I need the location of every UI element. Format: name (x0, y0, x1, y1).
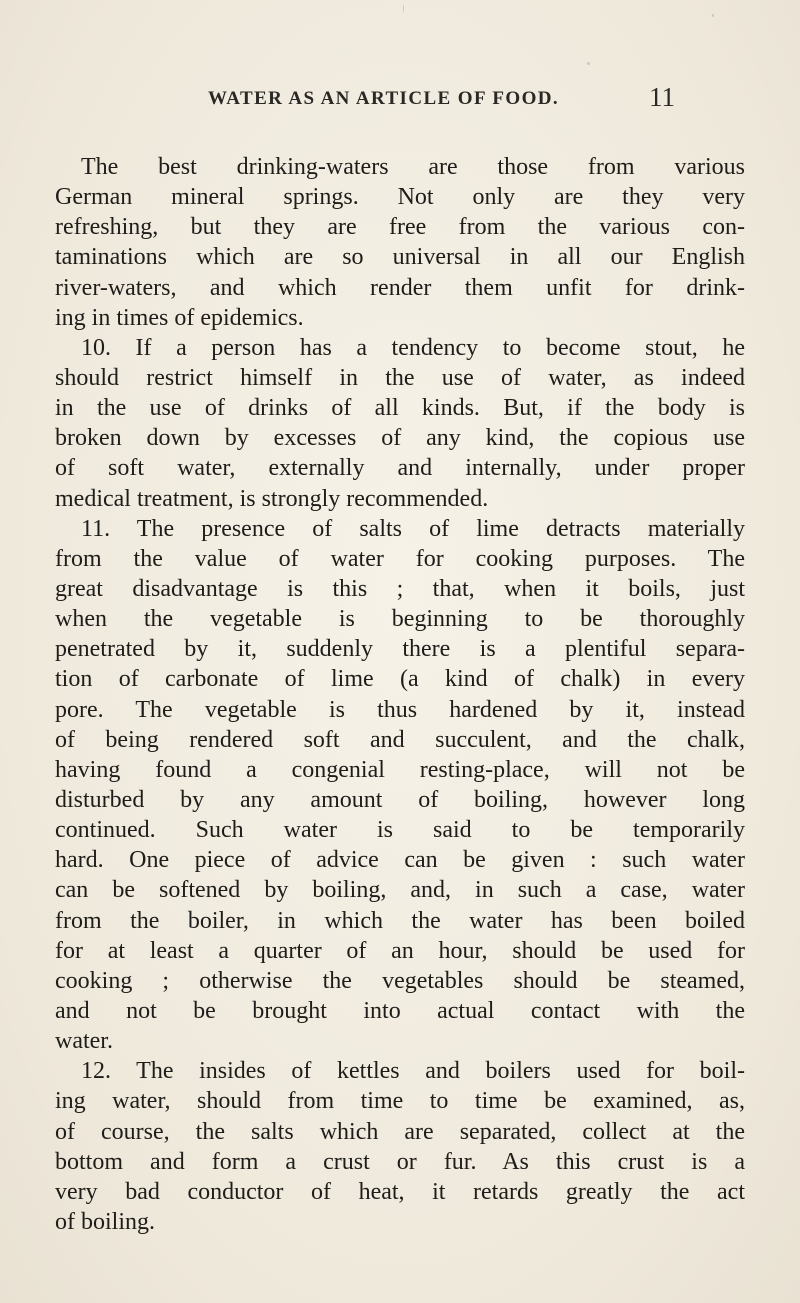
text-line: 12. The insides of kettles and boilers used for boil- (81, 1058, 745, 1085)
text-line: The best drinking-waters are those from various (81, 154, 745, 180)
text-line: of soft water, externally and internally, under proper (55, 455, 745, 482)
text-line: river-waters, and which render them unfit for drink- (55, 274, 745, 301)
text-line: cooking ; otherwise the vegetables should be steamed, (55, 967, 745, 994)
text-line: refreshing, but they are free from the various con- (55, 214, 745, 241)
text-line: hard. One piece of advice can be given : such water (55, 847, 745, 874)
text-line: of boiling. (55, 1208, 155, 1235)
text-line: tion of carbonate of lime (a kind of chalk) in every (55, 666, 745, 693)
paper-speck (587, 62, 590, 65)
text-line: great disadvantage is this ; that, when it boils, just (55, 575, 745, 602)
text-line: very bad conductor of heat, it retards greatly the act (55, 1178, 745, 1205)
text-line: penetrated by it, suddenly there is a plentiful separa- (55, 636, 745, 663)
text-line: ing in times of epidemics. (55, 304, 304, 331)
text-line: water. (55, 1028, 113, 1055)
text-line: from the value of water for cooking purposes. The (55, 545, 745, 572)
body-text (55, 152, 745, 1237)
text-line: broken down by excesses of any kind, the copious use (55, 425, 745, 452)
text-line: having found a congenial resting-place, will not be (55, 756, 745, 783)
text-line: German mineral springs. Not only are they very (55, 184, 745, 211)
text-line: when the vegetable is beginning to be thoroughly (55, 606, 745, 633)
paper-speck (712, 14, 714, 17)
text-line: pore. The vegetable is thus hardened by it, instead (55, 696, 745, 723)
text-line: and not be brought into actual contact with the (55, 997, 745, 1024)
text-line: of course, the salts which are separated, collect at the (55, 1118, 745, 1145)
text-line: disturbed by any amount of boiling, however long (55, 786, 745, 813)
text-line: of being rendered soft and succulent, and the chalk, (55, 726, 745, 753)
text-line: in the use of drinks of all kinds. But, if the body is (55, 395, 745, 422)
text-line: can be softened by boiling, and, in such a case, water (55, 877, 745, 904)
text-line: from the boiler, in which the water has been boiled (55, 907, 745, 934)
text-line: 11. The presence of salts of lime detracts materially (81, 515, 745, 542)
text-line: continued. Such water is said to be temporarily (55, 817, 745, 844)
page-number: 11 (649, 82, 675, 112)
text-line: 10. If a person has a tendency to become stout, he (81, 334, 745, 361)
text-line: should restrict himself in the use of water, as indeed (55, 364, 745, 391)
text-line: bottom and form a crust or fur. As this crust is a (55, 1148, 745, 1175)
text-line: medical treatment, is strongly recommended. (55, 485, 489, 512)
running-head: WATER AS AN ARTICLE OF FOOD. (208, 88, 560, 109)
text-line: for at least a quarter of an hour, should be used for (55, 937, 745, 964)
paper-speck (403, 4, 404, 13)
text-line: ing water, should from time to time be examined, as, (55, 1088, 745, 1115)
text-line: taminations which are so universal in all our English (55, 244, 745, 271)
